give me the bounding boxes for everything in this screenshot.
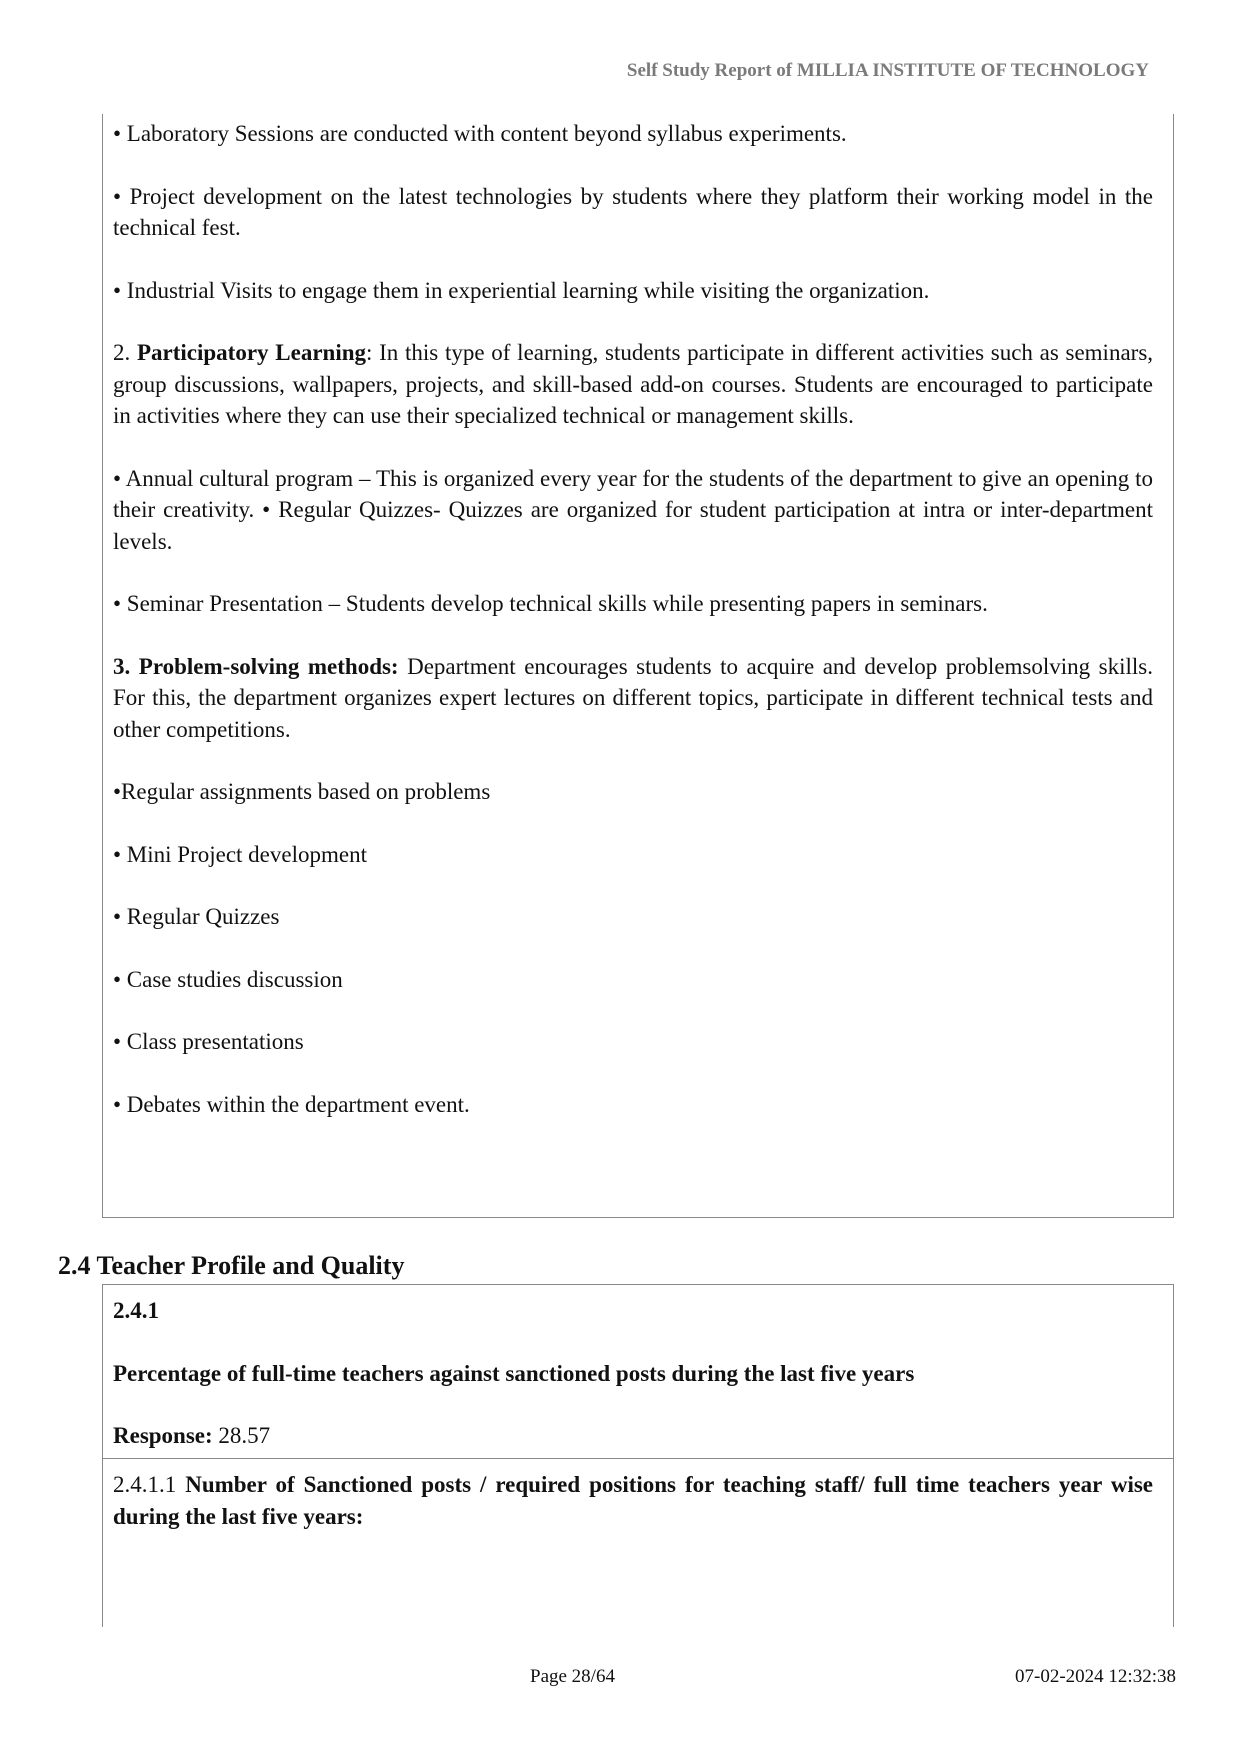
paragraph-problem-solving bbox=[113, 651, 1153, 746]
generated-datetime: 07-02-2024 12:32:38 bbox=[1015, 1666, 1176, 1687]
paragraph-cultural-program: • Annual cultural program – This is organized every year for the students of the department to give an opening to their creativity. • Regular Quizzes- Quizzes are organized for student participation at intra or inter-department levels. bbox=[113, 465, 1153, 554]
bullet-item: • Class presentations bbox=[113, 1029, 304, 1054]
participatory-heading: Participatory Learning bbox=[136, 340, 367, 365]
content-box-teaching-methods bbox=[102, 114, 1174, 1218]
header-institution: MILLIA INSTITUTE OF TECHNOLOGY bbox=[796, 60, 1149, 81]
problem-solving-body: Department encourages students to acquire and develop problemsolving skills. For this, the department organizes expert lectures on different topics, participate in different technical tests and other competitions. bbox=[113, 653, 1153, 742]
submetric-question bbox=[113, 1469, 1153, 1532]
bullet-item: • Mini Project development bbox=[113, 841, 367, 867]
header-title-prefix: Self Study Report of bbox=[626, 60, 797, 81]
paragraph-seminar: • Seminar Presentation – Students develop technical skills while presenting papers in seminars. bbox=[113, 591, 988, 616]
response-label: Response: bbox=[113, 1423, 213, 1448]
paragraph-project-development: • Project development on the latest technologies by students where they platform their working model in the technical fest. bbox=[113, 183, 1153, 240]
submetric-box bbox=[102, 1457, 1174, 1627]
page-number: Page 28/64 bbox=[530, 1666, 615, 1687]
submetric-id: 2.4.1.1 bbox=[113, 1472, 186, 1497]
report-header bbox=[627, 60, 1149, 82]
response-value: 28.57 bbox=[212, 1423, 271, 1448]
bullet-item: • Debates within the department event. bbox=[113, 1091, 470, 1117]
metric-box bbox=[102, 1284, 1174, 1459]
participatory-body: : In this type of learning, students participate in different activities such as seminars, group discussions, wallpapers, projects, and skill-based add-on courses. Students are encouraged to participate in activities where they can use their specialized technical or management skills. bbox=[113, 340, 1154, 428]
submetric-text: Number of Sanctioned posts / required positions for teaching staff/ full time teachers year wise during the last five years: bbox=[113, 1472, 1153, 1529]
paragraph-lab-sessions: • Laboratory Sessions are conducted with content beyond syllabus experiments. bbox=[113, 121, 847, 146]
participatory-number: 2. bbox=[113, 340, 137, 365]
section-title: 2.4 Teacher Profile and Quality bbox=[58, 1251, 405, 1280]
problem-solving-heading: 3. Problem-solving methods: bbox=[113, 653, 399, 679]
bullet-item: •Regular assignments based on problems bbox=[113, 779, 491, 804]
metric-response bbox=[113, 1420, 1153, 1452]
metric-question: Percentage of full-time teachers against sanctioned posts during the last five years bbox=[113, 1360, 915, 1386]
metric-id: 2.4.1 bbox=[113, 1298, 159, 1323]
paragraph-participatory-learning bbox=[113, 337, 1153, 432]
bullet-item: • Regular Quizzes bbox=[113, 904, 280, 929]
bullet-item: • Case studies discussion bbox=[113, 966, 343, 992]
paragraph-industrial-visits: • Industrial Visits to engage them in experiential learning while visiting the organization. bbox=[113, 277, 930, 303]
